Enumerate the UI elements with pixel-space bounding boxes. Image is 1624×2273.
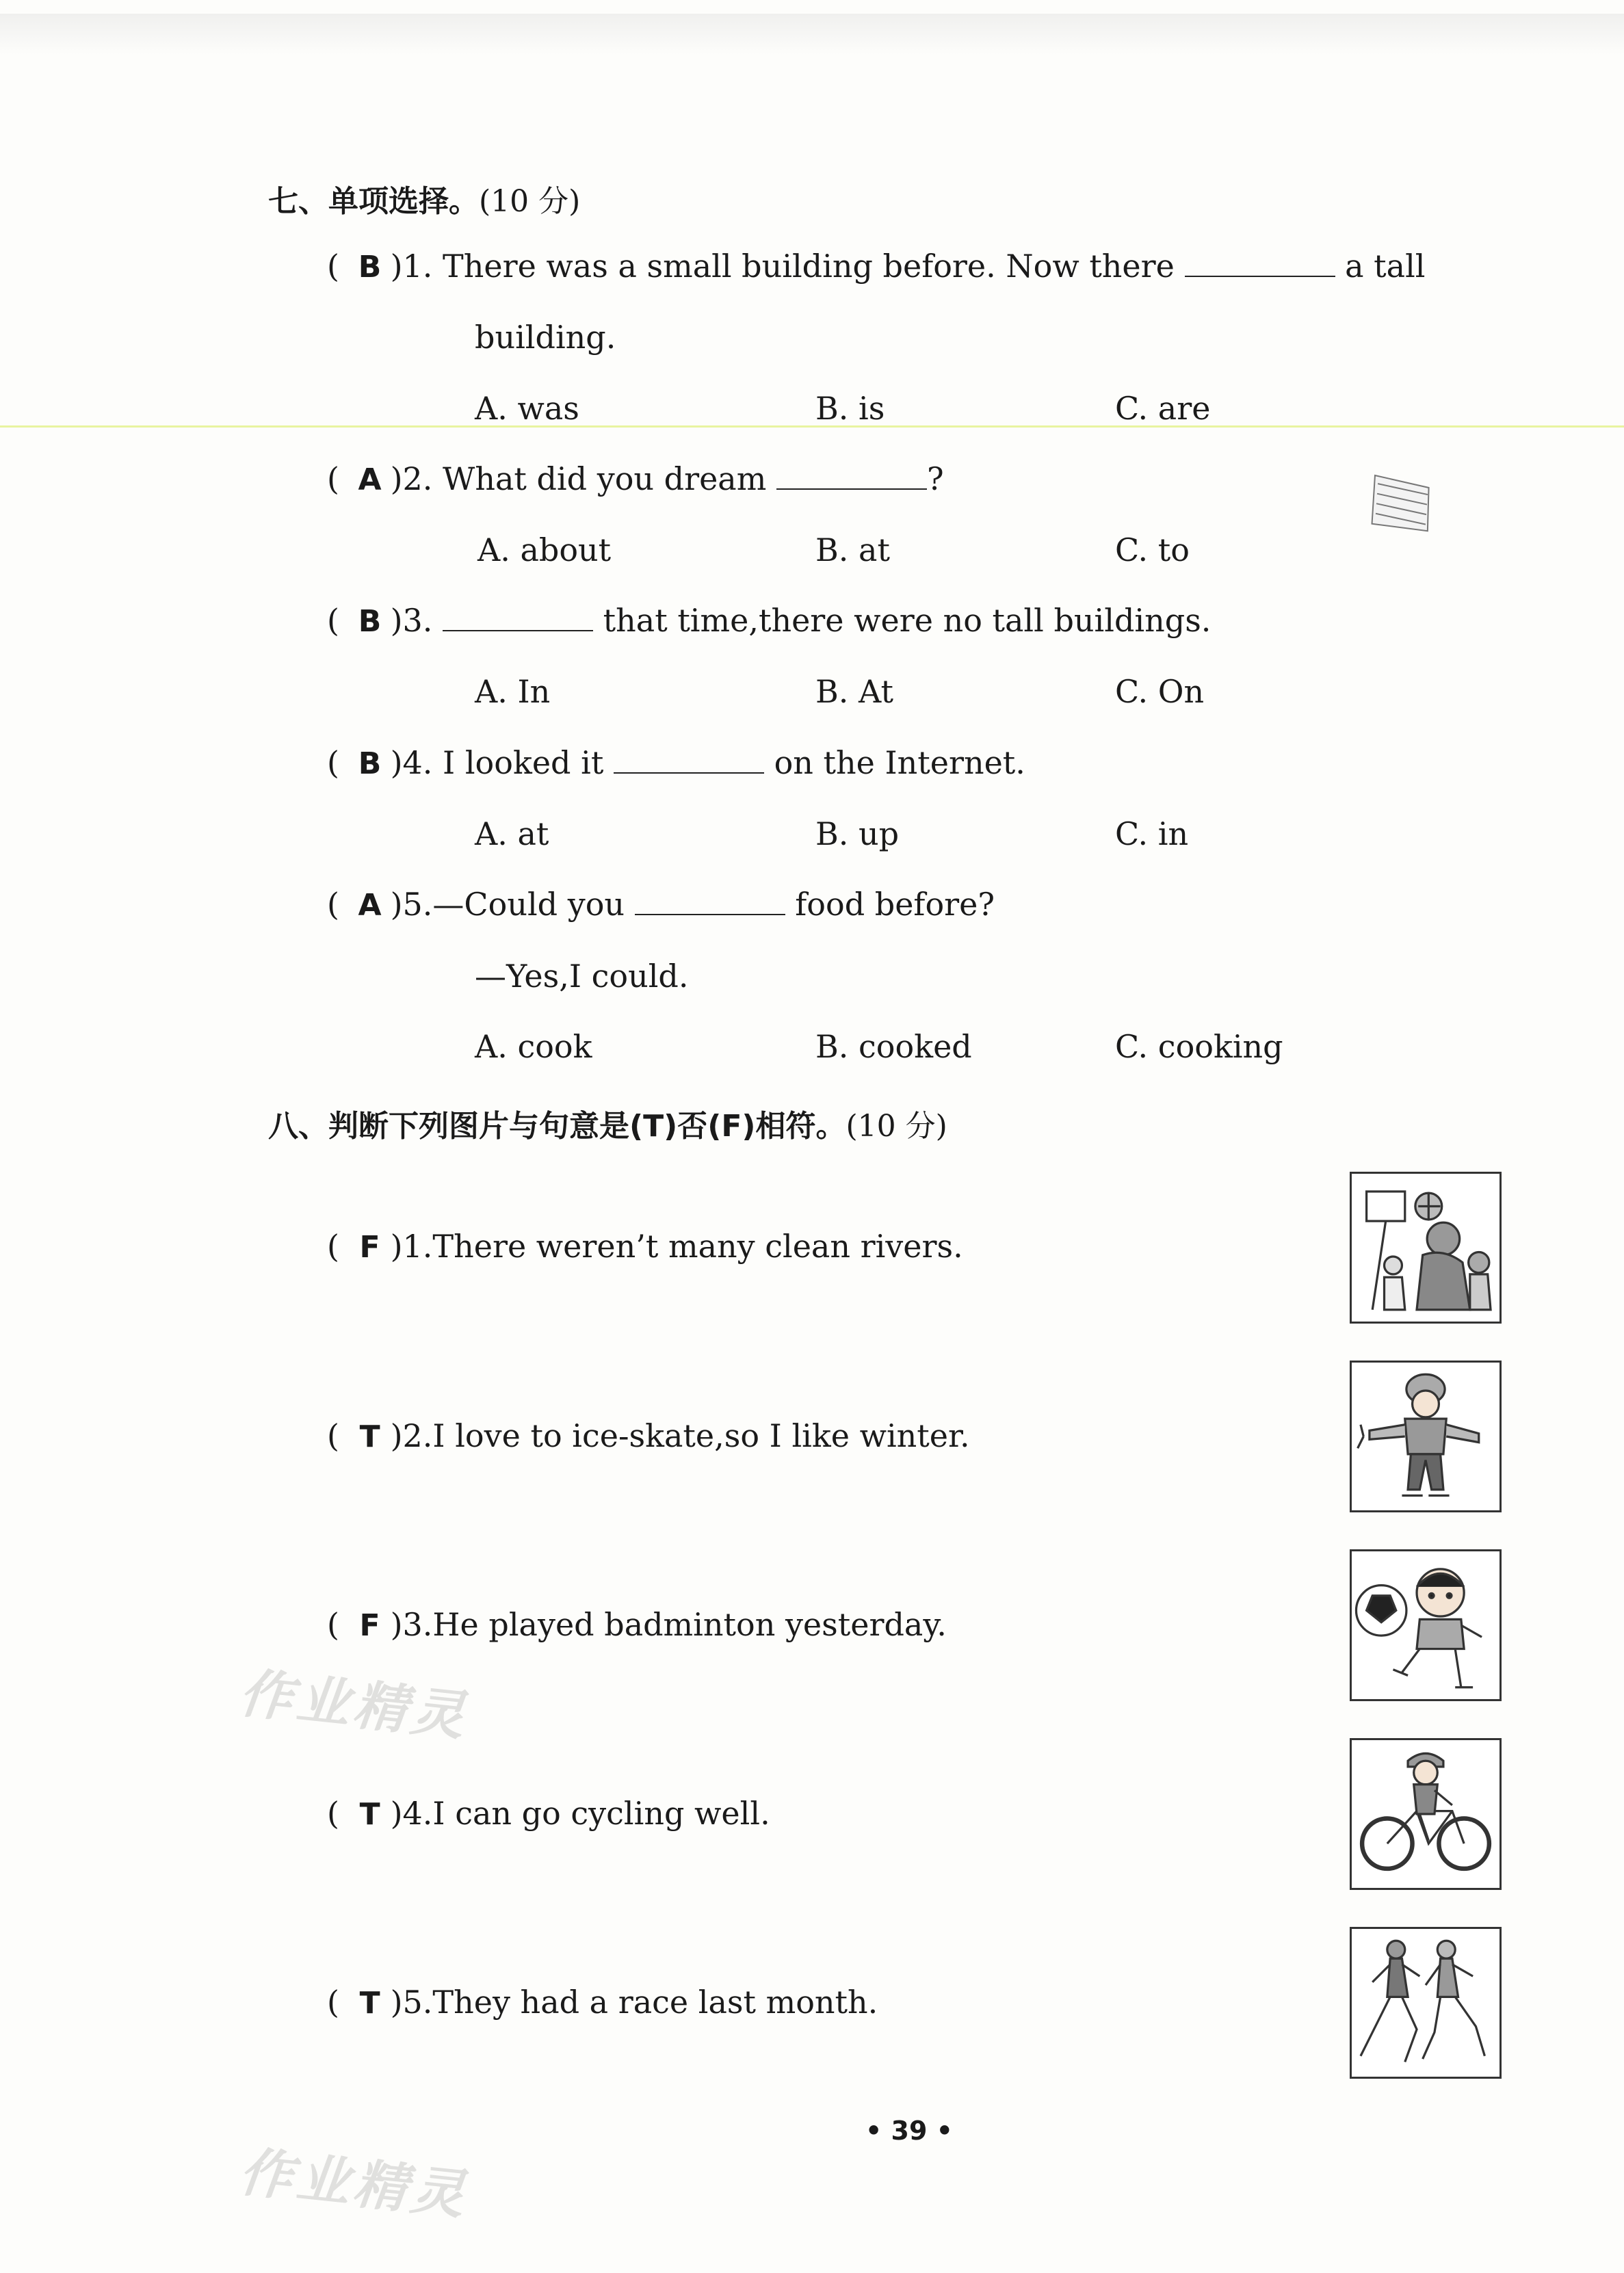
option-c: C. are [1115, 390, 1211, 427]
option-b: B. is [815, 390, 885, 427]
option-a: A. about [477, 531, 612, 568]
answer-2: A [358, 462, 382, 497]
section-7-points: (10 分) [479, 184, 581, 219]
question-continuation: building. [475, 319, 616, 356]
s8-question-2 [327, 1417, 970, 1454]
s8-question-3 [327, 1606, 947, 1643]
question-number: )3. [390, 602, 433, 639]
answer-1: B [358, 250, 382, 285]
page-number: • 39 • [865, 2116, 953, 2146]
s7-question-4 [327, 744, 1025, 781]
question-number: )5. [390, 886, 433, 923]
option-b: B. at [815, 531, 890, 568]
paren-open: ( [327, 1606, 339, 1643]
paren-open: ( [327, 602, 339, 639]
question-text-after: a tall [1345, 248, 1426, 285]
question-text: There weren’t many clean rivers. [432, 1228, 963, 1265]
paren-open: ( [327, 460, 339, 497]
answer-5: A [358, 888, 382, 923]
question-number: )5. [390, 1984, 433, 2021]
option-b: B. up [815, 815, 900, 852]
running-race-picture [1350, 1927, 1502, 2079]
cycling-picture [1350, 1738, 1502, 1890]
option-c: C. to [1115, 531, 1190, 568]
watermark: 作业精灵 [236, 1662, 472, 1748]
option-c: C. cooking [1115, 1028, 1283, 1065]
paren-open: ( [327, 248, 339, 285]
question-text: They had a race last month. [432, 1984, 878, 2021]
book-stamp-icon [1348, 460, 1450, 559]
answer-1: F [359, 1230, 380, 1265]
football-picture [1350, 1549, 1502, 1701]
section-8-title-text: 八、判断下列图片与句意是(T)否(F)相符。 [268, 1109, 846, 1144]
paren-open: ( [327, 744, 339, 781]
option-a: A. was [475, 390, 579, 427]
question-number: )1. [390, 1228, 433, 1265]
section-8-title [268, 1101, 947, 1145]
answer-4: T [359, 1797, 380, 1832]
s8-question-4 [327, 1795, 770, 1832]
s8-question-1 [327, 1228, 963, 1265]
s8-question-5 [327, 1984, 878, 2021]
question-text-after: that time,there were no tall buildings. [603, 602, 1212, 639]
ice-skating-picture [1350, 1361, 1502, 1512]
s7-question-2 [327, 460, 944, 497]
option-b: B. cooked [815, 1028, 972, 1065]
answer-blank [614, 748, 764, 774]
paren-open: ( [327, 1228, 339, 1265]
option-a: A. at [475, 815, 549, 852]
question-text-after: food before? [795, 886, 995, 923]
paren-open: ( [327, 1984, 339, 2021]
answer-3: B [358, 604, 382, 639]
question-number: )2. [390, 460, 433, 497]
s7-question-3 [327, 602, 1211, 639]
question-text-after: on the Internet. [774, 744, 1025, 781]
s7-question-1 [327, 248, 1426, 285]
question-number: )4. [390, 1795, 433, 1832]
basketball-picture [1350, 1172, 1502, 1324]
watermark: 作业精灵 [236, 2141, 472, 2227]
question-number: )2. [390, 1417, 433, 1454]
fold-line [0, 425, 1624, 428]
question-text-before: —Could you [432, 886, 625, 923]
answer-4: B [358, 746, 382, 781]
s7-question-5 [327, 886, 995, 923]
section-7-title-text: 七、单项选择。 [268, 184, 479, 219]
answer-blank [443, 605, 593, 631]
answer-2: T [359, 1419, 380, 1454]
option-b: B. At [815, 673, 893, 710]
section-7-title [268, 176, 580, 220]
question-text-before: I looked it [443, 744, 604, 781]
answer-blank [776, 464, 927, 490]
question-text: He played badminton yesterday. [432, 1606, 947, 1643]
question-text: I can go cycling well. [432, 1795, 770, 1832]
question-continuation: —Yes,I could. [475, 958, 689, 995]
question-text: I love to ice-skate,so I like winter. [432, 1417, 970, 1454]
question-text-after: ? [926, 460, 944, 497]
answer-blank [635, 889, 785, 915]
question-number: )1. [390, 248, 433, 285]
option-c: C. in [1115, 815, 1189, 852]
scan-edge [0, 14, 1624, 55]
option-a: A. In [475, 673, 551, 710]
paren-open: ( [327, 886, 339, 923]
question-text-before: What did you dream [443, 460, 767, 497]
section-8-points: (10 分) [846, 1109, 947, 1144]
question-text-before: There was a small building before. Now there [443, 248, 1175, 285]
option-c: C. On [1115, 673, 1205, 710]
paren-open: ( [327, 1417, 339, 1454]
answer-blank [1185, 251, 1335, 277]
answer-5: T [359, 1986, 380, 2021]
question-number: )4. [390, 744, 433, 781]
option-a: A. cook [475, 1028, 592, 1065]
answer-3: F [359, 1608, 380, 1643]
paren-open: ( [327, 1795, 339, 1832]
question-number: )3. [390, 1606, 433, 1643]
